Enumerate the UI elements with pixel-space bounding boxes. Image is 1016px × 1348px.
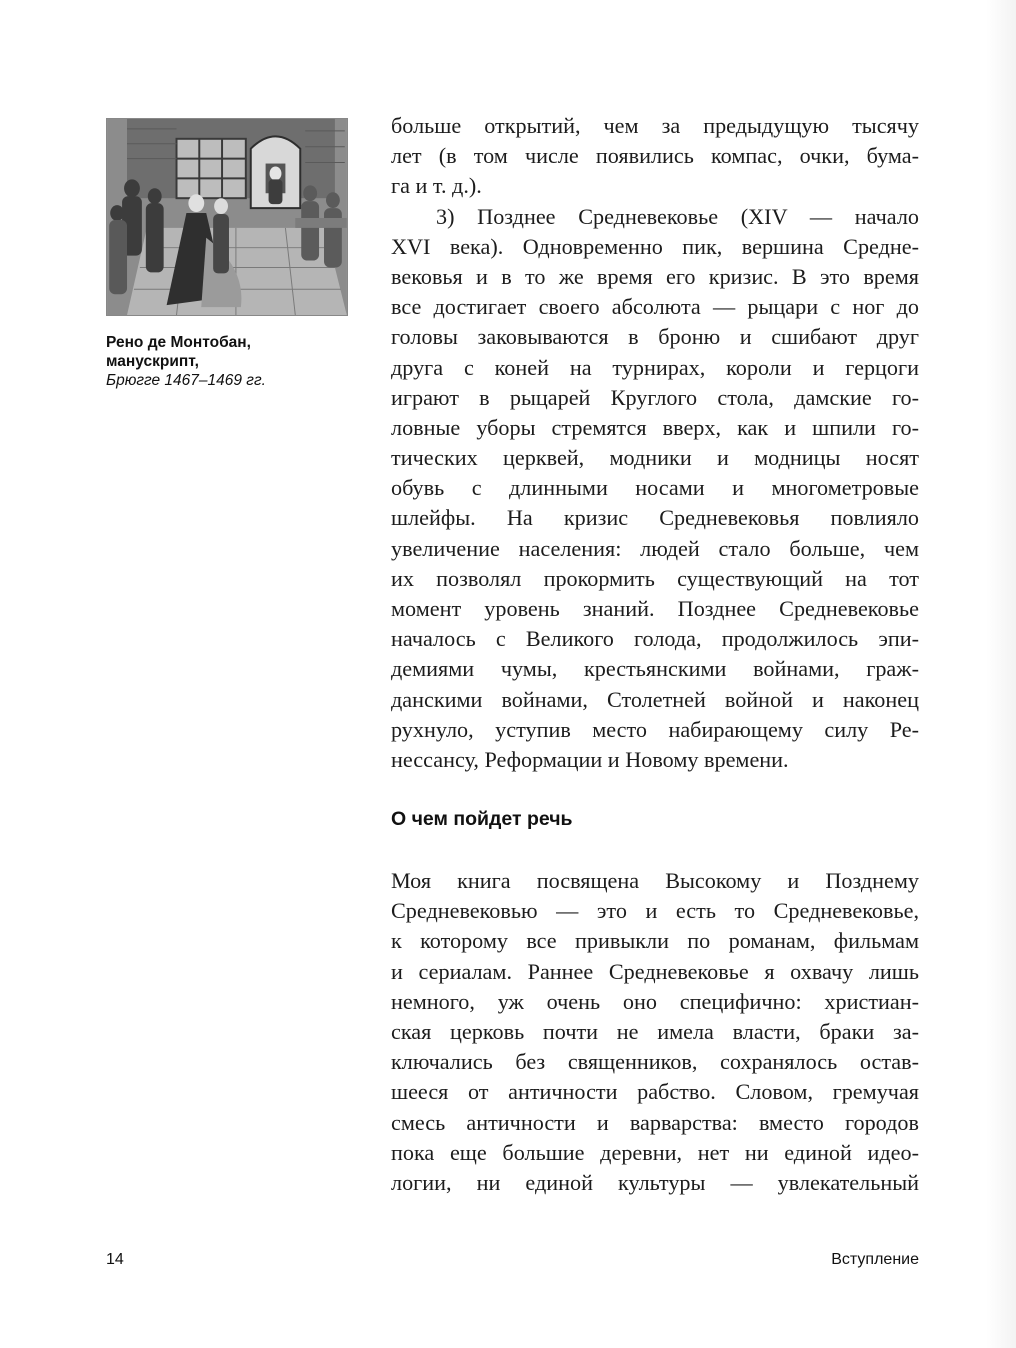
text-line: началось с Великого голода, продолжилось эпи- (391, 626, 919, 652)
text-line: рухнуло, уступив место набирающему силу Ре- (391, 716, 919, 742)
text-line: все достигает своего абсолюта — рыцари с ног до (391, 294, 919, 320)
text-line: обувь с длинными носами и многометровые (391, 475, 919, 501)
manuscript-illustration (106, 118, 348, 316)
text-line: ключались без священников, сохранялось остав- (391, 1049, 919, 1075)
text-line: шееся от античности рабство. Словом, гремучая (391, 1079, 919, 1105)
caption-source: Брюгге 1467–1469 гг. (106, 372, 266, 389)
text-line: их позволял прокормить существующий на тот (391, 565, 919, 591)
figure-caption (106, 333, 346, 390)
text-line: шлейфы. На кризис Средневековья повлияло (391, 505, 919, 531)
text-line: смесь античности и варварства: вместо городов (391, 1109, 919, 1135)
section-heading: О чем пойдет речь (391, 808, 573, 830)
paragraph-3 (391, 866, 919, 1198)
manuscript-miniature-image (107, 119, 347, 315)
text-line: друга с коней на турнирах, короли и герцоги (391, 354, 919, 380)
text-line: момент уровень знаний. Позднее Средневековье (391, 596, 919, 622)
text-line: вековья и в то же время его кризис. В это время (391, 263, 919, 289)
text-line: ская церковь почти не имела власти, браки за- (391, 1018, 919, 1044)
text-line: 3) Позднее Средневековье (XIV — начало (436, 203, 919, 229)
text-line: и сериалам. Раннее Средневековье я охвачу лишь (391, 958, 919, 984)
text-line: Средневековью — это и есть то Средневековье, (391, 898, 919, 924)
text-line: Моя книга посвящена Высокому и Позднему (391, 868, 919, 893)
caption-title: Рено де Монтобан, (106, 334, 251, 351)
text-line: нессансу, Реформации и Новому времени. (391, 746, 789, 772)
caption-subtitle: манускрипт, (106, 353, 199, 370)
text-line: тических церквей, модники и модницы носят (391, 445, 919, 471)
paragraph-2 (391, 202, 919, 776)
text-line: демиями чумы, крестьянскими войнами, граж- (391, 656, 919, 682)
page-edge-shade (986, 0, 1016, 1348)
text-line: пока еще большие деревни, нет ни единой идео- (391, 1139, 919, 1165)
running-footer-section: Вступление (831, 1251, 919, 1268)
text-line: ловные уборы стремятся вверх, как и шпили го- (391, 414, 919, 440)
text-line: данскими войнами, Столетней войной и наконец (391, 686, 919, 712)
text-line: увеличение населения: людей стало больше, чем (391, 535, 919, 561)
text-line: немного, уж очень оно специфично: христиан- (391, 988, 919, 1014)
text-line: га и т. д.). (391, 173, 482, 199)
text-line: головы заковываются в броню и сшибают друг (391, 324, 919, 350)
text-line: лет (в том числе появились компас, очки, бума- (391, 143, 919, 169)
text-line: к которому все привыкли по романам, фильмам (391, 928, 919, 954)
page-number: 14 (106, 1251, 124, 1268)
text-line: XVI века). Одновременно пик, вершина Средне- (391, 233, 919, 259)
text-line: играют в рыцарей Круглого стола, дамские го- (391, 384, 919, 410)
text-line: больше открытий, чем за предыдущую тысячу (391, 113, 919, 138)
paragraph-1 (391, 111, 919, 202)
text-line: логии, ни единой культуры — увлекательный (391, 1169, 919, 1195)
